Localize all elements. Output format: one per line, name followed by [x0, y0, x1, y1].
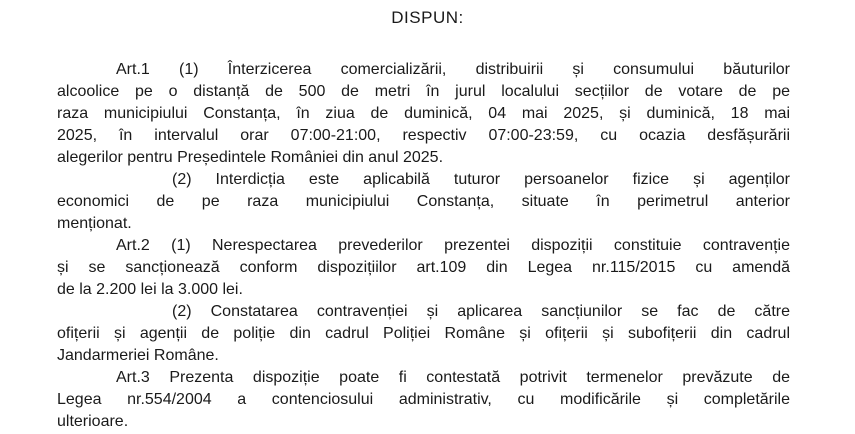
art3-line-2: Legea nr.554/2004 a contenciosului administrativ, cu modificările și completările: [57, 391, 790, 408]
art1-line-1: Art.1 (1) Înterzicerea comercializării, distribuirii și consumului băuturilor: [116, 61, 790, 78]
art2-para2-line-3: Jandarmeriei Române.: [57, 347, 219, 364]
art1-line-4: 2025, în intervalul orar 07:00-21:00, respectiv 07:00-23:59, cu ocazia desfășurării: [57, 127, 790, 144]
art1-para2-line-2: economici de pe raza municipiului Constanța, situate în perimetrul anterior: [57, 193, 790, 210]
art3-line-1: Art.3 Prezenta dispoziție poate fi contestată potrivit termenelor prevăzute de: [116, 369, 790, 386]
art3-line-3: ulterioare.: [57, 413, 129, 430]
art1-para2-line-3: menționat.: [57, 215, 132, 232]
art1-line-3: raza municipiului Constanța, în ziua de duminică, 04 mai 2025, și duminică, 18 mai: [57, 105, 790, 122]
art2-para2-line-1: (2) Constatarea contravenției și aplicarea sancțiunilor se fac de către: [172, 303, 790, 320]
art1-para2-line-1: (2) Interdicția este aplicabilă tuturor persoanelor fizice și agenților: [172, 171, 790, 188]
art2-line-1: Art.2 (1) Nerespectarea prevederilor prezentei dispoziții constituie contravenție: [116, 237, 790, 254]
document-heading: DISPUN:: [391, 8, 464, 27]
art1-line-2: alcoolice pe o distanță de 500 de metri în jurul localului secțiilor de votare de pe: [57, 83, 790, 100]
art2-para2-line-2: ofițerii și agenții de poliție din cadrul Poliției Române și ofițerii și subofițerii din cadrul: [57, 325, 790, 342]
art1-line-5: alegerilor pentru Președintele României din anul 2025.: [57, 149, 444, 166]
art2-line-2: și se sancționează conform dispozițiilor art.109 din Legea nr.115/2015 cu amendă: [57, 259, 790, 276]
art2-line-3: de la 2.200 lei la 3.000 lei.: [57, 281, 243, 298]
